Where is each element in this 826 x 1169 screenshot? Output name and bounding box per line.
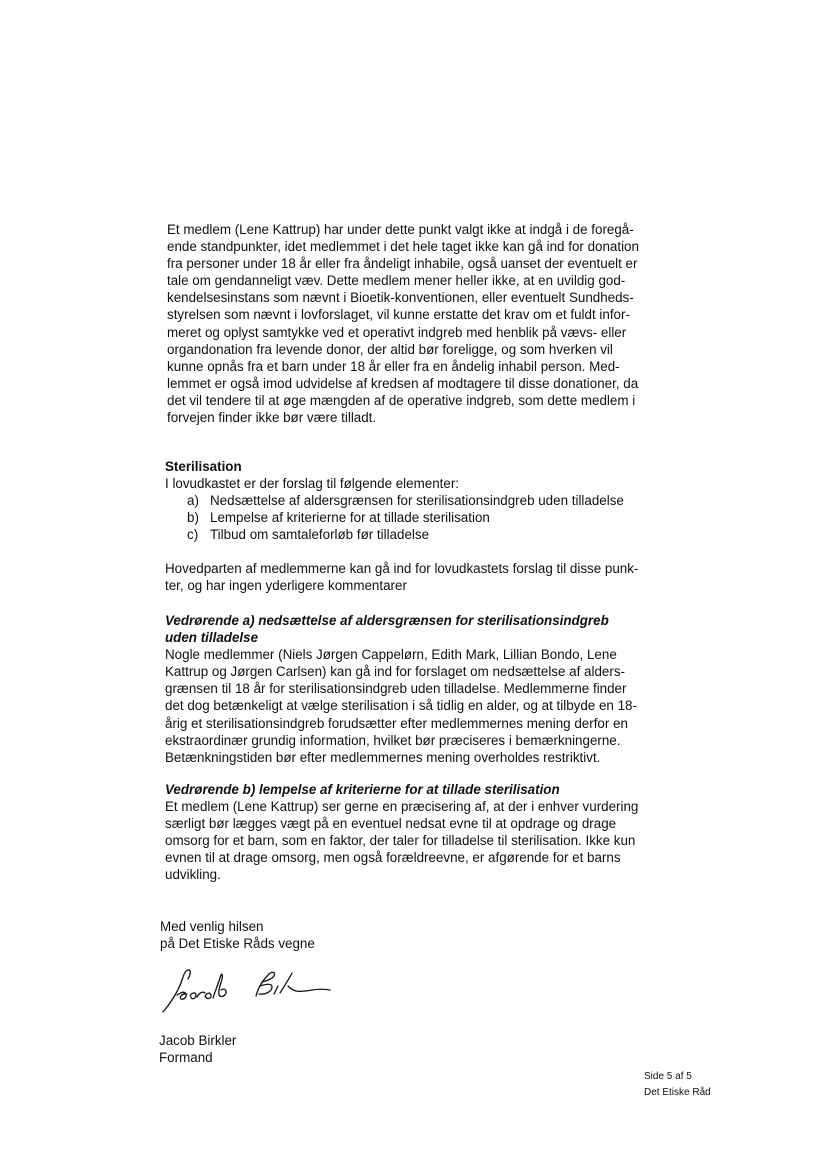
text-line: Betænkningstiden bør efter medlemmernes mening overholdes restriktivt.	[165, 749, 601, 765]
on-behalf-text: på Det Etiske Råds vegne	[160, 936, 315, 952]
section-a	[165, 612, 637, 766]
sterilisation-summary	[165, 560, 638, 594]
list-marker: c)	[187, 527, 199, 543]
sterilisation-intro: I lovudkastet er der forslag til følgende elementer:	[165, 476, 459, 492]
section-a-heading: Vedrørende a) nedsættelse af aldersgrænsen for sterilisationsindgreb	[165, 613, 609, 628]
sterilisation-heading: Sterilisation	[165, 459, 242, 474]
paragraph-lene-kattrup	[167, 221, 639, 426]
text-line: ter, og har ingen yderligere kommentarer	[165, 578, 407, 594]
list-item	[187, 509, 667, 526]
signatory-name: Jacob Birkler	[159, 1033, 237, 1048]
signatory	[159, 1032, 236, 1066]
greeting-text: Med venlig hilsen	[160, 919, 264, 934]
text-line: årig et sterilisationsindgreb forudsætter efter medlemmernes mening derfor en	[165, 715, 628, 731]
text-line: ekstraordinær grundig information, hvilket bør præciseres i bemærkningerne.	[165, 732, 621, 748]
text-line: særligt bør lægges vægt på en eventuel nedsat evne til at opdrage og drage	[165, 816, 617, 832]
list-item	[187, 526, 667, 543]
sterilisation-list	[187, 492, 667, 543]
text-line: evnen til at drage omsorg, men også forældreevne, er afgørende for et barns	[165, 850, 621, 866]
closing-greeting	[160, 918, 315, 952]
page-number: Side 5 af 5	[644, 1071, 692, 1082]
text-line: det dog betænkeligt at vælge sterilisation i så tidlig en alder, og at tilbyde en 18-	[165, 698, 637, 714]
text-line: grænsen til 18 år for sterilisationsindgreb uden tilladelse. Medlemmerne finder	[165, 681, 627, 697]
list-item-text: Lempelse af kriterierne for at tillade sterilisation	[210, 510, 490, 526]
text-line: styrelsen som nævnt i lovforslaget, vil kunne erstatte det krav om et fuldt infor-	[167, 307, 630, 323]
list-marker: a)	[187, 493, 199, 508]
text-line: kendelsesinstans som nævnt i Bioetik-konventionen, eller eventuelt Sundheds-	[167, 290, 634, 306]
footer-org: Det Etiske Råd	[644, 1087, 711, 1098]
list-item	[187, 492, 667, 509]
page-footer	[644, 1069, 711, 1101]
text-line: fra personer under 18 år eller fra åndeligt inhabile, også uanset der eventuelt er	[167, 256, 638, 272]
text-line: Nogle medlemmer (Niels Jørgen Cappelørn, Edith Mark, Lillian Bondo, Lene	[165, 647, 617, 663]
text-line: forvejen finder ikke bør være tilladt.	[167, 410, 377, 426]
list-item-text: Nedsættelse af aldersgrænsen for sterilisationsindgreb uden tilladelse	[210, 493, 624, 508]
list-item-text: Tilbud om samtaleforløb før tilladelse	[210, 527, 430, 543]
section-b-heading: Vedrørende b) lempelse af kriterierne for at tillade sterilisation	[165, 782, 560, 797]
section-a-heading: uden tilladelse	[165, 630, 259, 646]
text-line: omsorg for et barn, som en faktor, der taler for tilladelse til sterilisation. Ikke kun	[165, 833, 636, 849]
text-line: Kattrup og Jørgen Carlsen) kan gå ind for forslaget om nedsættelse af alders-	[165, 664, 625, 680]
text-line: kunne opnås fra et barn under 18 år eller fra en åndelig inhabil person. Med-	[167, 358, 620, 374]
section-b	[165, 781, 638, 884]
text-line: Hovedparten af medlemmerne kan gå ind for lovudkastets forslag til disse punk-	[165, 561, 639, 576]
text-line: Et medlem (Lene Kattrup) ser gerne en præcisering af, at der i enhver vurdering	[165, 799, 639, 815]
list-marker: b)	[187, 510, 199, 526]
sterilisation-section	[165, 458, 459, 492]
text-line: lemmet er også imod udvidelse af kredsen af modtagere til disse donationer, da	[167, 375, 639, 391]
text-line: meret og oplyst samtykke ved et operativt indgreb med henblik på vævs- eller	[167, 324, 627, 340]
signature-image	[160, 966, 340, 1016]
text-line: Et medlem (Lene Kattrup) har under dette punkt valgt ikke at indgå i de foregå-	[167, 222, 634, 237]
text-line: ende standpunkter, idet medlemmet i det hele taget ikke kan gå ind for donation	[167, 239, 639, 255]
signatory-title: Formand	[159, 1050, 213, 1066]
text-line: organdonation fra levende donor, der altid bør foreligge, og som hverken vil	[167, 341, 613, 357]
text-line: tale om gendanneligt væv. Dette medlem mener heller ikke, at en uvildig god-	[167, 273, 626, 289]
text-line: udvikling.	[165, 867, 221, 883]
text-line: det vil tendere til at øge mængden af de operative indgreb, som dette medlem i	[167, 392, 636, 408]
